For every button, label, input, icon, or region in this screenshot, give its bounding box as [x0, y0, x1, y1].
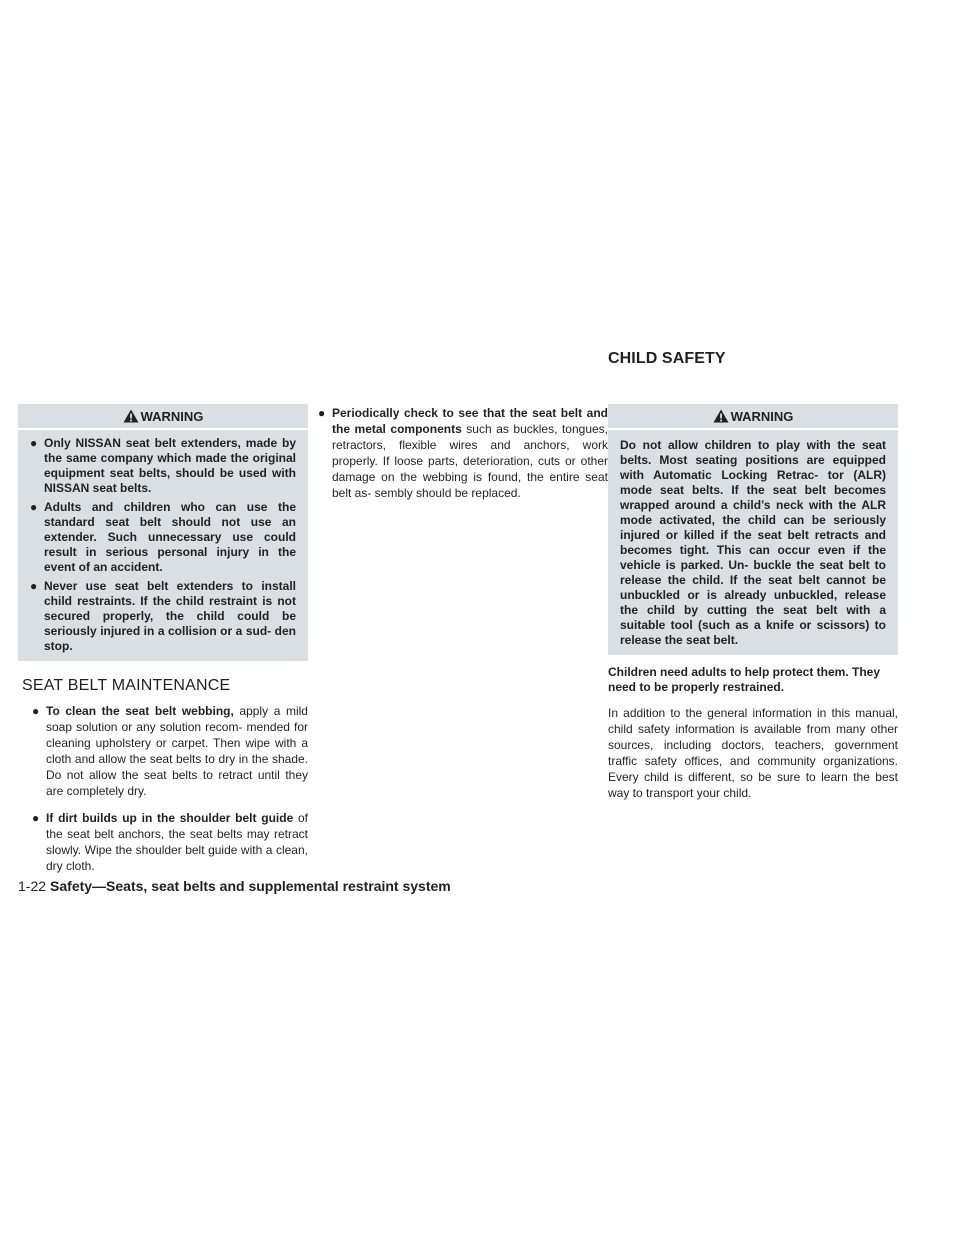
section-title: CHILD SAFETY [608, 350, 726, 367]
maintenance-heading: SEAT BELT MAINTENANCE [22, 677, 231, 694]
warning-label: WARNING [730, 408, 794, 424]
column-left [18, 404, 308, 885]
bullet-icon: ● [32, 811, 40, 825]
maintenance-list-continued [318, 405, 608, 501]
warning-header [18, 404, 308, 430]
warning-item: ● Never use seat belt extenders to install child restraints. If the child restraint is not secured properly, the child could be seriously injured in a collision or a sud- den stop. [30, 579, 296, 653]
page-number: 1-22 [18, 878, 47, 894]
child-restraint-note: Children need adults to help protect them. They need to be properly restrained. [608, 665, 881, 694]
warning-header [608, 404, 898, 430]
column-right [608, 404, 898, 801]
column-middle [318, 405, 608, 512]
warning-item: ● Adults and children who can use the standard seat belt should not use an extender. Such unnecessary use could result in serious personal injury in the event of an accident. [30, 500, 296, 574]
warning-box-child [608, 404, 898, 655]
warning-triangle-icon [713, 409, 729, 423]
bullet-icon: ● [30, 579, 38, 593]
bullet-icon: ● [30, 436, 38, 450]
child-safety-paragraph: In addition to the general information in this manual, child safety information is available from many other sources, including doctors, teachers, government traffic safety offices, and community organizations. Every child is different, so be sure to learn the best way to transport your child. [608, 706, 898, 800]
warning-label: WARNING [140, 408, 204, 424]
list-item: ● To clean the seat belt webbing, apply a mild soap solution or any solution recom- mended for cleaning upholstery or carpet. Then wipe with a cloth and allow the seat belts to dry in the shade. Do not allow the seat belts to retract until they are completely dry. [32, 704, 308, 798]
bullet-icon: ● [30, 500, 38, 514]
warning-list [18, 430, 308, 654]
warning-item: ● Only NISSAN seat belt extenders, made by the same company which made the original equipment seat belts, should be used with NISSAN seat belts. [30, 436, 296, 495]
bullet-icon: ● [32, 704, 40, 718]
warning-triangle-icon [123, 409, 139, 423]
bullet-icon: ● [318, 406, 326, 420]
list-item: ● If dirt builds up in the shoulder belt guide of the seat belt anchors, the seat belts may retract slowly. Wipe the shoulder belt guide with a clean, dry cloth. [32, 811, 308, 873]
list-item: ● Periodically check to see that the seat belt and the metal components such as buckles, tongues, retractors, flexible wires and anchors, work properly. If loose parts, deterioration, cuts or other damage on the webbing is found, the entire seat belt as- sembly should be replaced. [318, 406, 608, 500]
page-footer [18, 878, 451, 894]
chapter-title: Safety—Seats, seat belts and supplemental restraint system [50, 878, 451, 894]
maintenance-list [18, 703, 308, 874]
warning-text: Do not allow children to play with the seat belts. Most seating positions are equipped with Automatic Locking Retrac- tor (ALR) mode seat belts. If the seat belt becomes wrapped around a child’s neck with the ALR mode activated, the child can be seriously injured or killed if the seat belt retracts and becomes tight. This can occur even if the vehicle is parked. Un- buckle the seat belt to release the child. If the seat belt cannot be unbuckled or is already unbuckled, release the child by cutting the seat belt with a suitable tool (such as a knife or scissors) to release the seat belt. [620, 438, 886, 647]
warning-box-extenders [18, 404, 308, 661]
